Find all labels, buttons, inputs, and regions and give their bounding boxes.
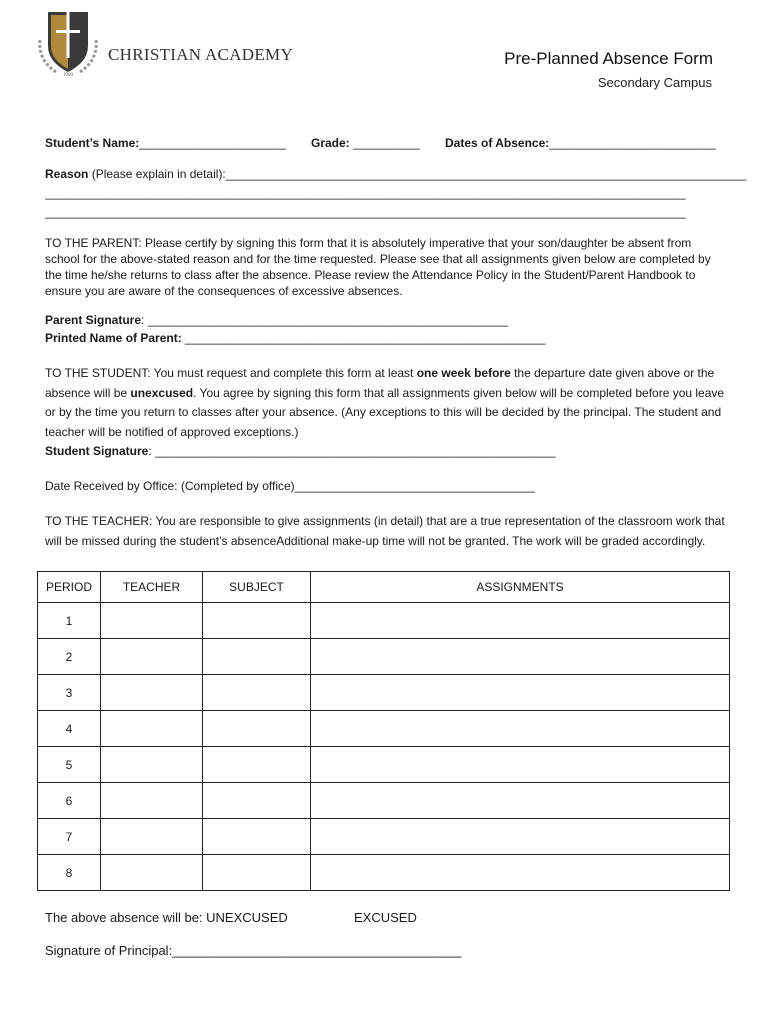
assignments-cell[interactable] [311, 711, 730, 747]
period-cell: 1 [38, 603, 101, 639]
teacher-cell[interactable] [101, 603, 203, 639]
period-cell: 6 [38, 783, 101, 819]
period-cell: 5 [38, 747, 101, 783]
teacher-cell[interactable] [101, 711, 203, 747]
office-received-row[interactable]: Date Received by Office: (Completed by office)____________________________________ [45, 479, 535, 493]
table-row [38, 603, 730, 639]
table-row [38, 855, 730, 891]
teacher-cell[interactable] [101, 675, 203, 711]
teacher-header: TEACHER [101, 572, 203, 603]
period-cell: 3 [38, 675, 101, 711]
teacher-cell[interactable] [101, 747, 203, 783]
subject-cell[interactable] [203, 639, 311, 675]
parent-instructions: TO THE PARENT: Please certify by signing this form that it is absolutely imperative that your son/daughter be absent from school for the above-stated reason and for the time requested. Please see that all assignments given below are completed by the time he/she returns to class after the absence. Please review the Attendance Policy in the Student/Parent Handbook to ensure you are aware of the consequences of excessive absences. [45, 236, 711, 298]
period-cell: 4 [38, 711, 101, 747]
campus-subtitle: Secondary Campus [597, 75, 712, 90]
reason-hint: (Please explain in detail): [88, 167, 226, 181]
absence-status-label[interactable]: The above absence will be: UNEXCUSED [45, 910, 288, 925]
founded-year: 1990 [63, 73, 73, 78]
assignments-cell[interactable] [311, 603, 730, 639]
teacher-cell[interactable] [101, 783, 203, 819]
subject-header: SUBJECT [203, 572, 311, 603]
student-info-row [45, 136, 286, 150]
table-header-row [38, 572, 730, 603]
teacher-cell[interactable] [101, 819, 203, 855]
student-signature-label: Student Signature [45, 444, 149, 458]
subject-cell[interactable] [203, 855, 311, 891]
table-row [38, 675, 730, 711]
reason-row [45, 167, 746, 181]
student-signature-row [45, 444, 555, 458]
table-row [38, 819, 730, 855]
subject-cell[interactable] [203, 603, 311, 639]
assignments-cell[interactable] [311, 783, 730, 819]
teacher-cell[interactable] [101, 639, 203, 675]
period-cell: 2 [38, 639, 101, 675]
assignments-header: ASSIGNMENTS [311, 572, 730, 603]
assignments-cell[interactable] [311, 747, 730, 783]
excused-option[interactable]: EXCUSED [354, 910, 417, 925]
grade-field[interactable]: __________ [349, 136, 420, 150]
parent-signature-field[interactable]: : ______________________________________________________ [141, 313, 509, 327]
student-name-field[interactable]: ______________________ [139, 136, 287, 150]
table-row [38, 639, 730, 675]
academy-name: CHRISTIAN ACADEMY [108, 45, 294, 64]
assignments-cell[interactable] [311, 639, 730, 675]
dates-of-absence-label: Dates of Absence: [445, 136, 550, 150]
reason-label: Reason [45, 167, 89, 181]
grade-label: Grade: [311, 136, 350, 150]
table-row [38, 783, 730, 819]
reason-field[interactable]: ______________________________________________________________________________ [225, 167, 747, 181]
period-cell: 8 [38, 855, 101, 891]
reason-line-2[interactable]: ________________________________________________________________________________________________ [45, 186, 686, 200]
one-week-before: one week before [416, 366, 511, 380]
student-text-2: the departure date given above or the absence will be [45, 366, 715, 400]
student-signature-field[interactable]: : ____________________________________________________________ [148, 444, 556, 458]
parent-signature-label: Parent Signature [45, 313, 142, 327]
subject-cell[interactable] [203, 711, 311, 747]
assignments-cell[interactable] [311, 819, 730, 855]
student-name-label: Student’s Name: [45, 136, 140, 150]
printed-name-label: Printed Name of Parent: [45, 331, 182, 345]
grade-row [311, 136, 420, 150]
assignments-cell[interactable] [311, 675, 730, 711]
teacher-instructions: TO THE TEACHER: You are responsible to give assignments (in detail) that are a true representation of the classroom work that will be missed during the student’s absenceAdditional make-up time will not be granted. The work will be graded accordingly. [45, 514, 725, 548]
student-instructions [45, 364, 728, 442]
student-text-1: TO THE STUDENT: You must request and complete this form at least [45, 366, 417, 380]
principal-signature-field[interactable]: Signature of Principal:________________________________________ [45, 943, 462, 958]
table-row [38, 711, 730, 747]
period-header: PERIOD [38, 572, 101, 603]
parent-signature-row [45, 313, 508, 327]
subject-cell[interactable] [203, 783, 311, 819]
assignments-table [37, 571, 730, 891]
printed-name-field[interactable]: ______________________________________________________ [181, 331, 546, 345]
reason-line-3[interactable]: ________________________________________________________________________________________________ [45, 205, 686, 219]
subject-cell[interactable] [203, 675, 311, 711]
dates-row [445, 136, 716, 150]
subject-cell[interactable] [203, 747, 311, 783]
period-cell: 7 [38, 819, 101, 855]
assignments-cell[interactable] [311, 855, 730, 891]
printed-name-row [45, 331, 545, 345]
teacher-cell[interactable] [101, 855, 203, 891]
student-text-3: . You agree by signing this form that all assignments given below will be completed before you leave or by the time you return to classes after your absence. (Any exceptions to this will be decided by the principal. The student and teacher will be notified of approved exceptions.) [45, 385, 725, 439]
subject-cell[interactable] [203, 819, 311, 855]
unexcused-emphasis: unexcused [130, 385, 194, 400]
academy-crest-logo [36, 6, 100, 78]
dates-of-absence-field[interactable]: _________________________ [549, 136, 717, 150]
table-row [38, 747, 730, 783]
form-title: Pre-Planned Absence Form [504, 49, 713, 68]
